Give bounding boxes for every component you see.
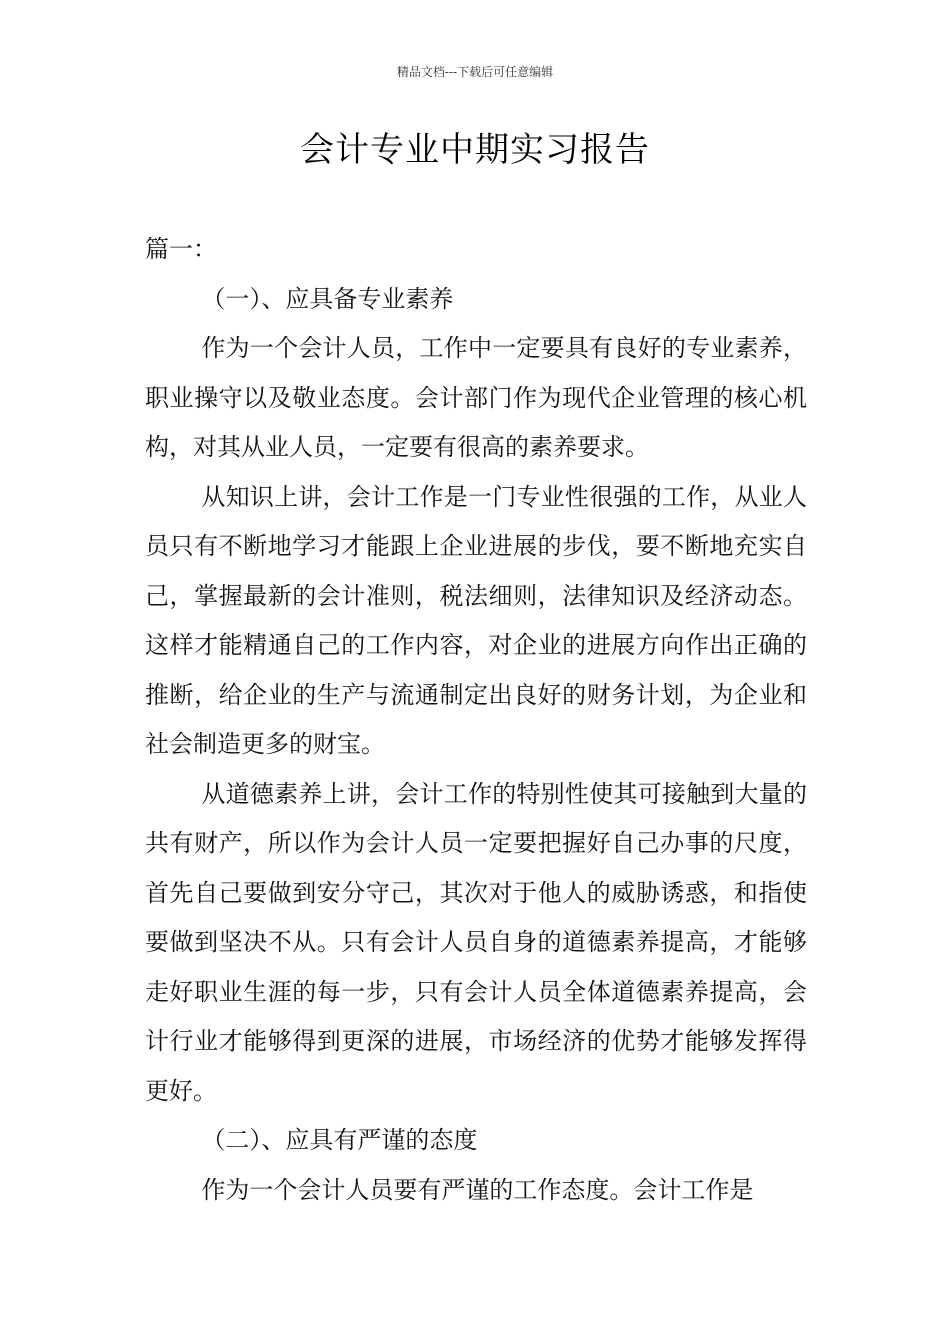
paragraph-4: 作为一个会计人员要有严谨的工作态度。会计工作是	[201, 1175, 754, 1204]
paragraph-2: 从知识上讲，会计工作是一门专业性很强的工作，从业人员只有不断地学习才能跟上企业进展的步伐，要不断地充实自己，掌握最新的会计准则，税法细则，法律知识及经济动态。这样才能精通自己的工作内容，对企业的进展方向作出正确的推断，给企业的生产与流通制定出良好的财务计划，为企业和社会制造更多的财宝。	[145, 482, 807, 758]
section-label: 篇一：	[145, 235, 217, 263]
document-body	[145, 225, 807, 1215]
page-header: 精品文档---下载后可任意编辑	[396, 65, 554, 79]
section-heading-2: （二）、应具有严谨的态度	[201, 1126, 478, 1154]
paragraph-1: 作为一个会计人员，工作中一定要具有良好的专业素养，职业操守以及敬业态度。会计部门作为现代企业管理的核心机构，对其从业人员，一定要有很高的素养要求。	[145, 334, 807, 461]
section-heading-1: （一）、应具备专业素养	[201, 284, 454, 313]
document-title: 会计专业中期实习报告	[300, 130, 650, 170]
paragraph-3: 从道德素养上讲，会计工作的特别性使其可接触到大量的共有财产，所以作为会计人员一定要把握好自己办事的尺度，首先自己要做到安分守己，其次对于他人的威胁诱惑，和指使要做到坚决不从。只有会计人员自身的道德素养提高，才能够走好职业生涯的每一步，只有会计人员全体道德素养提高，会计行业才能够得到更深的进展，市场经济的优势才能够发挥得更好。	[145, 779, 807, 1105]
